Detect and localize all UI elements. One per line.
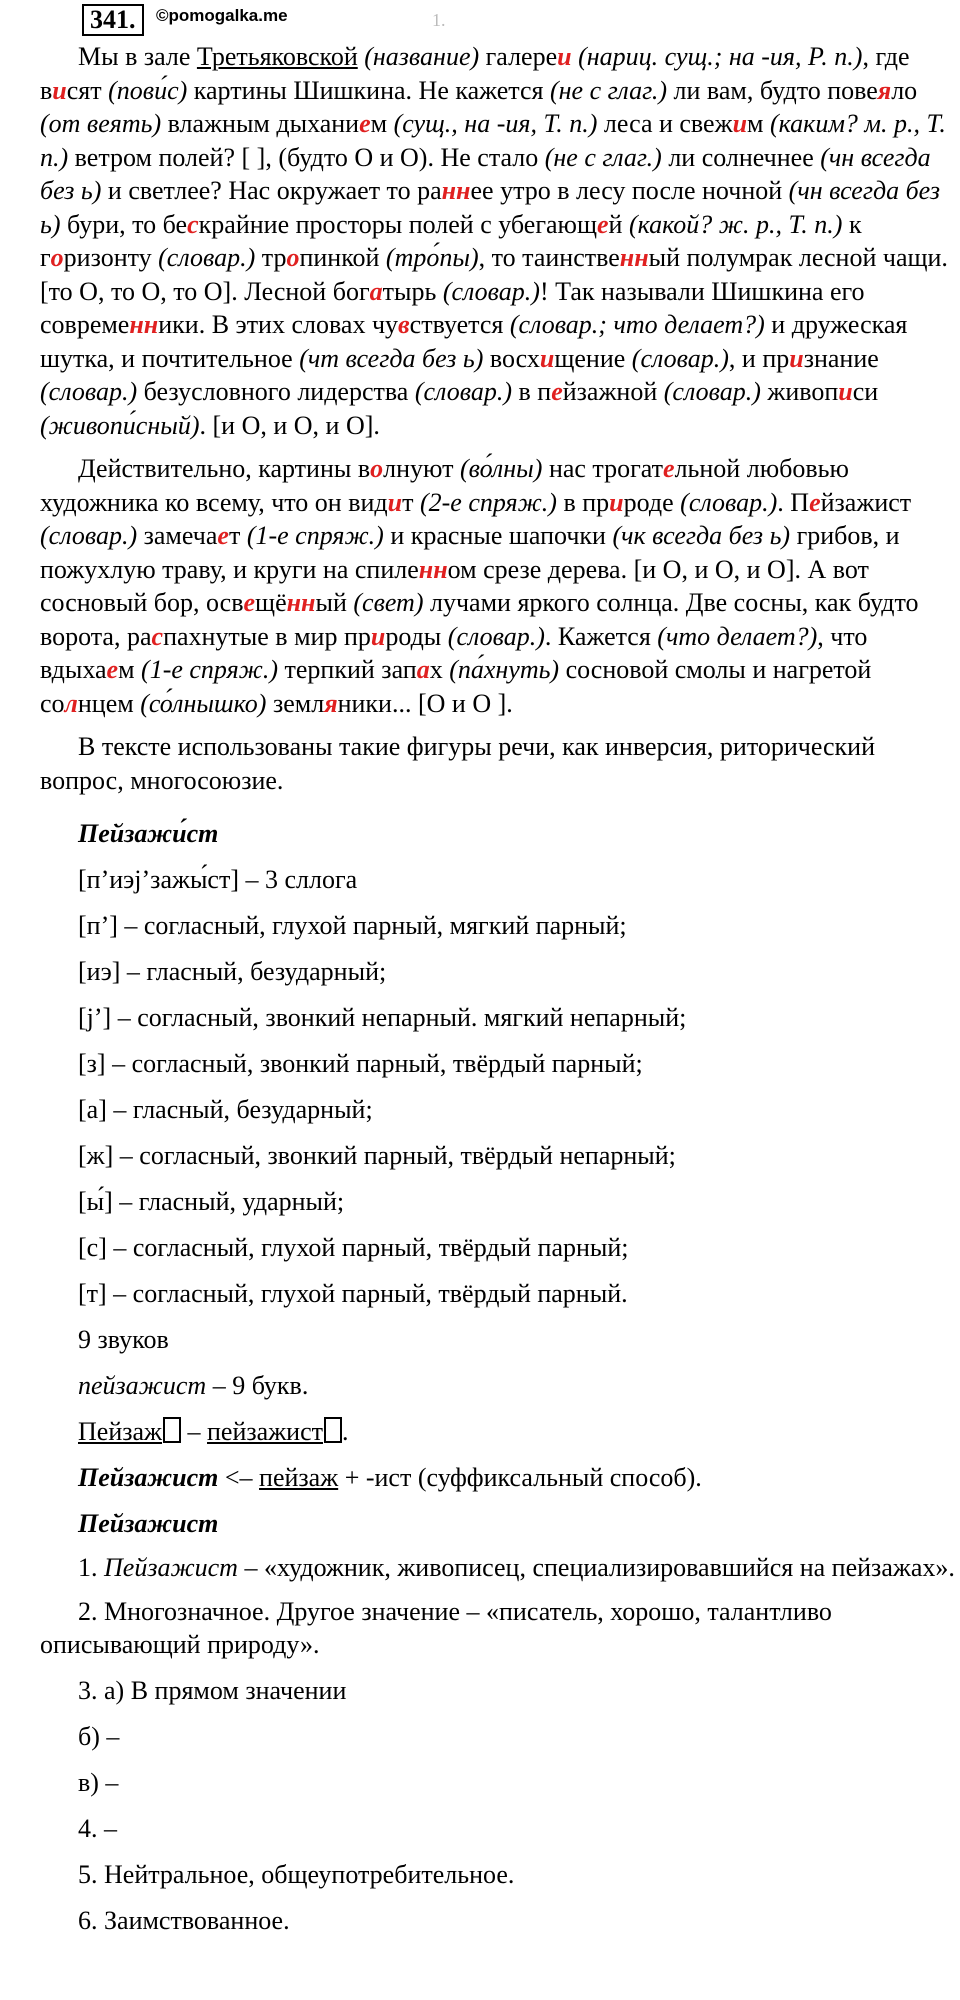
text-run: влажным дыхани bbox=[161, 109, 360, 138]
lexical-item-text: – «художник, живописец, специализировавшийся на пейзажах». bbox=[237, 1553, 955, 1582]
highlighted-letter: и bbox=[789, 343, 804, 373]
lexical-item-1 bbox=[40, 1551, 958, 1585]
document-body bbox=[40, 40, 958, 1944]
highlighted-letter: и bbox=[539, 343, 555, 373]
morphemic-analysis bbox=[40, 1409, 958, 1455]
text-run: Третьяковской bbox=[196, 42, 358, 71]
highlighted-letter: о bbox=[286, 243, 300, 272]
text-run: ее утро в лесу после ночной bbox=[470, 176, 789, 205]
annotation-note: (словар.) bbox=[40, 377, 138, 406]
annotation-note: (словар.) bbox=[447, 621, 545, 651]
lexical-line: 6. Заимствованное. bbox=[78, 1905, 290, 1935]
highlighted-letter: е bbox=[551, 377, 563, 406]
text-run: м bbox=[747, 109, 770, 138]
text-run: восх bbox=[483, 343, 540, 373]
annotation-note: (чт всегда без ь) bbox=[299, 343, 484, 373]
highlighted-letter: е bbox=[106, 655, 119, 684]
text-run: ли вам, будто пове bbox=[667, 75, 878, 105]
annotation-note: (во́лны) bbox=[459, 454, 543, 483]
lexical-line: 4. – bbox=[78, 1813, 117, 1843]
annotation-note: (название) bbox=[357, 42, 486, 71]
annotation-note: (живопи́сный) bbox=[40, 410, 200, 440]
text-run: , что вдыха bbox=[40, 621, 868, 684]
text-run: ризонту bbox=[63, 243, 159, 272]
text-run: и дружеская шутка, и почтительное bbox=[40, 310, 908, 373]
sound-count: 9 звуков bbox=[78, 1325, 169, 1354]
text-run: ло bbox=[891, 75, 918, 105]
text-run: т bbox=[402, 487, 420, 517]
highlighted-letter: а bbox=[416, 655, 430, 684]
text-run: льной любовью художника ко всему, что он вид bbox=[40, 454, 849, 517]
page-mark: 1. bbox=[432, 10, 446, 30]
derivation-arrow: <– bbox=[218, 1463, 260, 1492]
annotation-note: (от веять) bbox=[40, 109, 162, 138]
highlighted-letter: в bbox=[398, 310, 410, 339]
letter-count-value: – 9 букв. bbox=[206, 1371, 309, 1400]
sound-line: [ж] – согласный, звонкий парный, твёрдый непарный; bbox=[78, 1141, 676, 1170]
highlighted-letter: е bbox=[809, 487, 821, 517]
highlighted-letter: е bbox=[359, 109, 371, 138]
highlighted-letter: и bbox=[557, 42, 572, 71]
text-run: терпкий зап bbox=[278, 655, 417, 684]
text-run: замеча bbox=[137, 521, 218, 550]
text-run: лучами яркого солнца. Две сосны, как будто ворота, ра bbox=[40, 588, 919, 651]
text-run: к г bbox=[40, 209, 862, 272]
text-run: ли солнечнее bbox=[661, 142, 821, 172]
text-run: галере bbox=[485, 42, 558, 71]
highlighted-letter: е bbox=[217, 521, 229, 550]
letter-count-word: пейзажист bbox=[78, 1371, 207, 1400]
text-run: ом срезе дерева. [и О, и О, и О]. А вот сосновый бор, осв bbox=[40, 554, 869, 617]
sound-line: [а] – гласный, безударный; bbox=[78, 1095, 373, 1124]
annotation-note: (тро́пы) bbox=[385, 243, 479, 272]
text-run: лнуют bbox=[383, 454, 460, 483]
text-run: нцем bbox=[77, 688, 141, 718]
lexical-line: 3. а) В прямом значении bbox=[78, 1675, 347, 1705]
highlighted-letter: е bbox=[663, 454, 675, 483]
text-run: си bbox=[852, 377, 879, 406]
text-run: ветром полей? [ ], (будто О и О). Не стало bbox=[68, 142, 545, 172]
text-run: тырь bbox=[382, 276, 443, 306]
lexical-line: 5. Нейтральное, общеупотребительное. bbox=[78, 1859, 515, 1889]
derivation-method: (суффиксальный способ). bbox=[411, 1463, 702, 1492]
derivation-base: пейзаж bbox=[259, 1463, 339, 1492]
annotation-note: (чк всегда без ь) bbox=[612, 521, 791, 550]
annotation-note: (чн всегда без ь) bbox=[40, 142, 931, 205]
text-run: пинкой bbox=[299, 243, 386, 272]
annotation-note: (па́хнуть) bbox=[449, 655, 560, 684]
text-run: и светлее? Нас окружает то ра bbox=[101, 176, 442, 205]
text-run: живоп bbox=[760, 377, 839, 406]
sound-line: [j’] – согласный, звонкий непарный. мягкий непарный; bbox=[78, 1003, 687, 1032]
text-run: . П bbox=[777, 487, 810, 517]
annotation-note: (пови́с) bbox=[108, 75, 188, 105]
sound-line: [п’] – согласный, глухой парный, мягкий парный; bbox=[78, 911, 627, 940]
annotation-note: (словар.; что делает?) bbox=[509, 310, 765, 339]
text-run: м bbox=[370, 109, 394, 138]
text-run: й bbox=[608, 209, 629, 239]
annotation-note: (нариц. сущ.; на -ия, Р. п.) bbox=[571, 42, 863, 71]
highlighted-letter: нн bbox=[129, 310, 159, 339]
text-run: в пр bbox=[556, 487, 610, 517]
annotation-note: (сущ., на -ия, Т. п.) bbox=[393, 109, 598, 138]
text-run: . [и О, и О, и О]. bbox=[199, 410, 380, 440]
annotation-note: (словар.) bbox=[158, 243, 256, 272]
text-run: м bbox=[118, 655, 142, 684]
text-run: леса и свеж bbox=[597, 109, 733, 138]
letter-count-line bbox=[40, 1363, 958, 1409]
text-run: Мы в зале bbox=[78, 42, 197, 71]
annotation-note: (свет) bbox=[353, 588, 424, 617]
text-run: щё bbox=[255, 588, 287, 617]
text-run: щение bbox=[554, 343, 632, 373]
derivation-word: Пейзажист bbox=[78, 1463, 219, 1492]
annotation-note: (2-е спряж.) bbox=[419, 487, 557, 517]
morpheme-dash: – bbox=[181, 1417, 208, 1446]
text-run: грибов, и пожухлую траву, и круги на спиле bbox=[40, 521, 900, 584]
text-run: х bbox=[429, 655, 450, 684]
text-run: пахнутые в мир пр bbox=[163, 621, 371, 651]
text-run: знание bbox=[803, 343, 879, 373]
derivation-plus: + - bbox=[338, 1463, 375, 1492]
highlighted-letter: е bbox=[243, 588, 256, 617]
highlighted-letter: е bbox=[596, 209, 609, 239]
morpheme-word-2: пейзажист bbox=[207, 1417, 323, 1446]
paragraph-1 bbox=[40, 40, 958, 442]
text-run: йзажной bbox=[562, 377, 664, 406]
highlighted-letter: нн bbox=[619, 243, 649, 272]
sound-line: [с] – согласный, глухой парный, твёрдый парный; bbox=[78, 1233, 629, 1262]
morpheme-end: . bbox=[341, 1417, 349, 1446]
annotation-note: (словар.) bbox=[631, 343, 729, 373]
morpheme-word-1: Пейзаж bbox=[78, 1417, 163, 1446]
highlighted-letter: и bbox=[370, 621, 386, 651]
paragraph-3: В тексте использованы такие фигуры речи, как инверсия, риторический вопрос, многосоюзие. bbox=[40, 732, 876, 795]
text-run: ый полумрак лесной чащи. [то О, то О, то О]. Лесной бог bbox=[40, 243, 948, 306]
lexical-item-2 bbox=[40, 1595, 958, 1662]
annotation-note: (словар.) bbox=[442, 276, 540, 306]
paragraph-2 bbox=[40, 452, 958, 720]
sound-line: [иэ] – гласный, безударный; bbox=[78, 957, 387, 986]
derivation-suffix: ист bbox=[374, 1463, 412, 1492]
lexical-item-number: 2. bbox=[78, 1596, 104, 1626]
text-run: нас трогат bbox=[542, 454, 664, 483]
text-run: крайние просторы полей с убегающ bbox=[198, 209, 597, 239]
highlighted-letter: я bbox=[324, 688, 338, 718]
annotation-note: (не с глаг.) bbox=[544, 142, 662, 172]
highlighted-letter: о bbox=[370, 454, 384, 483]
text-run: безусловного лидерства bbox=[137, 377, 415, 406]
annotation-note: (что делает?) bbox=[657, 621, 818, 651]
text-run: картины Шишкина. Не кажется bbox=[187, 75, 550, 105]
sound-line: [т] – согласный, глухой парный, твёрдый парный. bbox=[78, 1279, 628, 1308]
annotation-note: (не с глаг.) bbox=[549, 75, 668, 105]
highlighted-letter: и bbox=[609, 487, 624, 517]
annotation-note: (словар.) bbox=[680, 487, 778, 517]
highlighted-letter: нн bbox=[418, 554, 448, 584]
annotation-note: (какой? ж. р., Т. п.) bbox=[628, 209, 843, 239]
text-run: сосновой смолы и нагретой со bbox=[40, 655, 872, 718]
text-run: тр bbox=[255, 243, 287, 272]
highlighted-letter: и bbox=[52, 75, 67, 105]
text-run: ствуется bbox=[409, 310, 510, 339]
text-run: и красные шапочки bbox=[383, 521, 613, 550]
transcription-line: [п’иэj’зажы́ст] – 3 сллога bbox=[78, 865, 358, 894]
lexical-item-term: Пейзажист bbox=[104, 1553, 238, 1582]
sound-line: [з] – согласный, звонкий парный, твёрдый парный; bbox=[78, 1049, 643, 1078]
highlighted-letter: нн bbox=[286, 588, 316, 617]
annotation-note: (1-е спряж.) bbox=[246, 521, 384, 550]
phonetic-heading: Пейзажи́ст bbox=[78, 819, 219, 848]
highlighted-letter: с bbox=[151, 621, 164, 651]
highlighted-letter: с bbox=[187, 209, 199, 239]
lexical-item-number: 1. bbox=[78, 1553, 104, 1582]
lexical-item-text: Многозначное. Другое значение – «писатель, хорошо, талантливо описывающий природу». bbox=[40, 1596, 832, 1659]
exercise-number: 341. bbox=[82, 4, 144, 36]
text-run: ! Так называли Шишкина его совреме bbox=[40, 276, 865, 339]
text-run: , где в bbox=[40, 42, 910, 105]
text-run: сят bbox=[66, 75, 109, 105]
highlighted-letter: нн bbox=[441, 176, 471, 205]
text-run: т bbox=[228, 521, 247, 550]
highlighted-letter: о bbox=[50, 243, 64, 272]
annotation-note: (словар.) bbox=[40, 521, 138, 550]
annotation-note: (каким? м. р., Т. п.) bbox=[40, 109, 946, 172]
highlighted-letter: л bbox=[64, 688, 78, 718]
lexical-heading: Пейзажист bbox=[78, 1509, 219, 1538]
site-watermark: ©pomogalka.me bbox=[156, 6, 288, 25]
highlighted-letter: и bbox=[387, 487, 403, 517]
zero-ending-box bbox=[163, 1417, 181, 1443]
text-run: роде bbox=[623, 487, 681, 517]
text-run: . Кажется bbox=[544, 621, 658, 651]
lexical-line: б) – bbox=[78, 1721, 120, 1751]
text-run: бури, то бе bbox=[60, 209, 188, 239]
text-run: ники... [О и О ]. bbox=[337, 688, 513, 718]
highlighted-letter: я bbox=[877, 75, 892, 105]
text-run: Действительно, картины в bbox=[78, 454, 371, 483]
text-run: роды bbox=[385, 621, 448, 651]
text-run: , то таинстве bbox=[478, 243, 620, 272]
zero-ending-box bbox=[324, 1417, 342, 1443]
derivation-line bbox=[40, 1455, 958, 1501]
text-run: , и пр bbox=[728, 343, 790, 373]
text-run: в п bbox=[511, 377, 552, 406]
annotation-note: (со́лнышко) bbox=[140, 688, 267, 718]
text-run: земл bbox=[266, 688, 325, 718]
annotation-note: (1-е спряж.) bbox=[141, 655, 279, 684]
annotation-note: (чн всегда без ь) bbox=[40, 176, 941, 239]
annotation-note: (словар.) bbox=[414, 377, 512, 406]
text-run: ики. В этих словах чу bbox=[158, 310, 399, 339]
highlighted-letter: а bbox=[369, 276, 383, 306]
highlighted-letter: и bbox=[838, 377, 853, 406]
sound-line: [ы́] – гласный, ударный; bbox=[78, 1187, 345, 1216]
lexical-line: в) – bbox=[78, 1767, 119, 1797]
text-run: ый bbox=[315, 588, 354, 617]
text-run: йзажист bbox=[820, 487, 912, 517]
highlighted-letter: и bbox=[732, 109, 748, 138]
annotation-note: (словар.) bbox=[663, 377, 761, 406]
